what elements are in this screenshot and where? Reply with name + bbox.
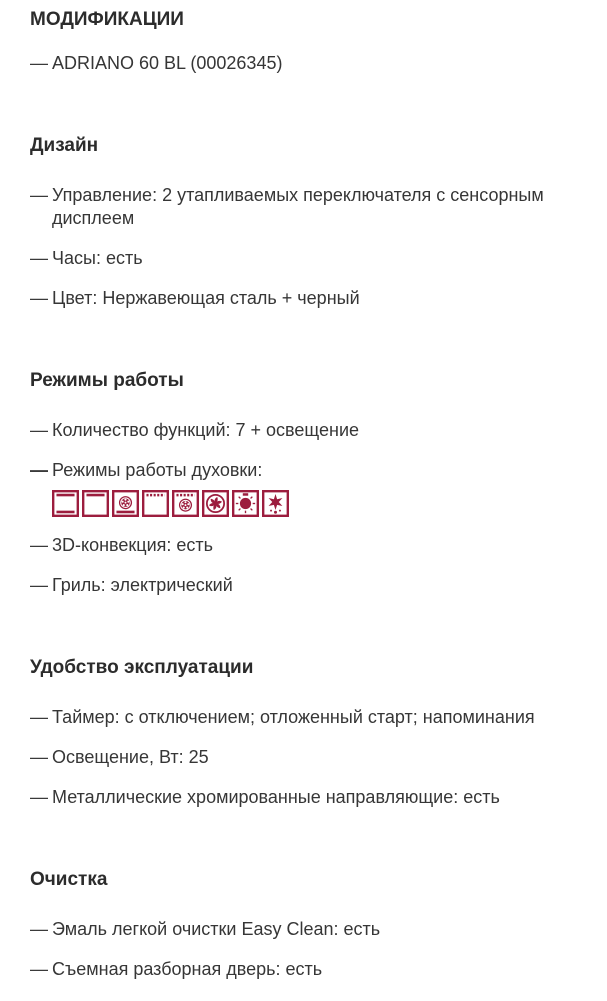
spec-row	[30, 958, 607, 981]
spec-text: Режимы работы духовки:	[52, 460, 263, 480]
spec-row	[30, 247, 607, 270]
spec-text-wrap	[52, 786, 607, 809]
list-dash: —	[30, 747, 48, 767]
spec-row	[30, 574, 607, 597]
list-dash: —	[30, 185, 48, 205]
oven-mode-light-icon	[232, 490, 259, 517]
spec-row	[30, 746, 607, 769]
spec-text: 3D-конвекция: есть	[52, 535, 214, 555]
spec-text-wrap	[52, 706, 607, 729]
oven-mode-grill-fan-icon	[172, 490, 199, 517]
spec-text-wrap	[52, 958, 607, 981]
spec-text: Количество функций: 7 + освещение	[52, 420, 360, 440]
spec-text: Съемная разборная дверь: есть	[52, 959, 323, 979]
list-dash: —	[30, 959, 48, 979]
spec-text: Таймер: с отключением; отложенный старт; напоминания	[52, 707, 535, 727]
list-dash: —	[30, 787, 48, 807]
spec-text-wrap	[52, 574, 607, 597]
section-title: Режимы работы	[30, 370, 184, 391]
list-dash: —	[30, 535, 48, 555]
list-dash: —	[30, 248, 48, 268]
section-operating-modes	[30, 369, 607, 597]
spec-text-wrap	[52, 184, 607, 230]
page-title: МОДИФИКАЦИИ	[30, 9, 184, 30]
list-dash: —	[30, 420, 48, 440]
spec-row	[30, 786, 607, 809]
list-dash: —	[30, 53, 48, 73]
spec-text: Цвет: Нержавеющая сталь + черный	[52, 288, 360, 308]
spec-text: Освещение, Вт: 25	[52, 747, 209, 767]
list-dash: —	[30, 707, 48, 727]
section-usability	[30, 656, 607, 809]
list-dash: —	[30, 575, 48, 595]
spec-row	[30, 419, 607, 442]
spec-text-wrap	[52, 247, 607, 270]
spec-text-wrap	[52, 746, 607, 769]
spec-row	[30, 459, 607, 517]
spec-text: Гриль: электрический	[52, 575, 233, 595]
section-title: Дизайн	[30, 135, 99, 156]
spec-text: Часы: есть	[52, 248, 143, 268]
spec-row	[30, 918, 607, 941]
section-title: Удобство эксплуатации	[30, 657, 254, 678]
spec-text-wrap	[52, 419, 607, 442]
oven-mode-grill-icon	[142, 490, 169, 517]
spec-row	[30, 287, 607, 310]
spec-text-wrap	[52, 459, 607, 517]
modification-label: ADRIANO 60 BL (00026345)	[52, 53, 283, 73]
oven-mode-convection-icon	[202, 490, 229, 517]
spec-text-wrap	[52, 534, 607, 557]
spec-text: Металлические хромированные направляющие: есть	[52, 787, 500, 807]
specs-panel	[30, 8, 607, 981]
spec-row	[30, 534, 607, 557]
list-dash: —	[30, 460, 48, 480]
oven-mode-top-heat-icon	[82, 490, 109, 517]
oven-mode-top-bottom-heat-icon	[52, 490, 79, 517]
modification-item	[30, 52, 607, 75]
oven-mode-defrost-icon	[262, 490, 289, 517]
spec-text-wrap	[52, 287, 607, 310]
spec-row	[30, 706, 607, 729]
oven-mode-bottom-heat-fan-icon	[112, 490, 139, 517]
section-cleaning	[30, 868, 607, 981]
section-design	[30, 134, 607, 310]
oven-mode-icons-row	[52, 490, 607, 517]
list-dash: —	[30, 919, 48, 939]
spec-row	[30, 184, 607, 230]
spec-text-wrap	[52, 918, 607, 941]
spec-text: Эмаль легкой очистки Easy Clean: есть	[52, 919, 381, 939]
section-title: Очистка	[30, 869, 108, 890]
spec-sections	[30, 134, 607, 981]
list-dash: —	[30, 288, 48, 308]
spec-text: Управление: 2 утапливаемых переключателя с сенсорным дисплеем	[52, 185, 544, 228]
